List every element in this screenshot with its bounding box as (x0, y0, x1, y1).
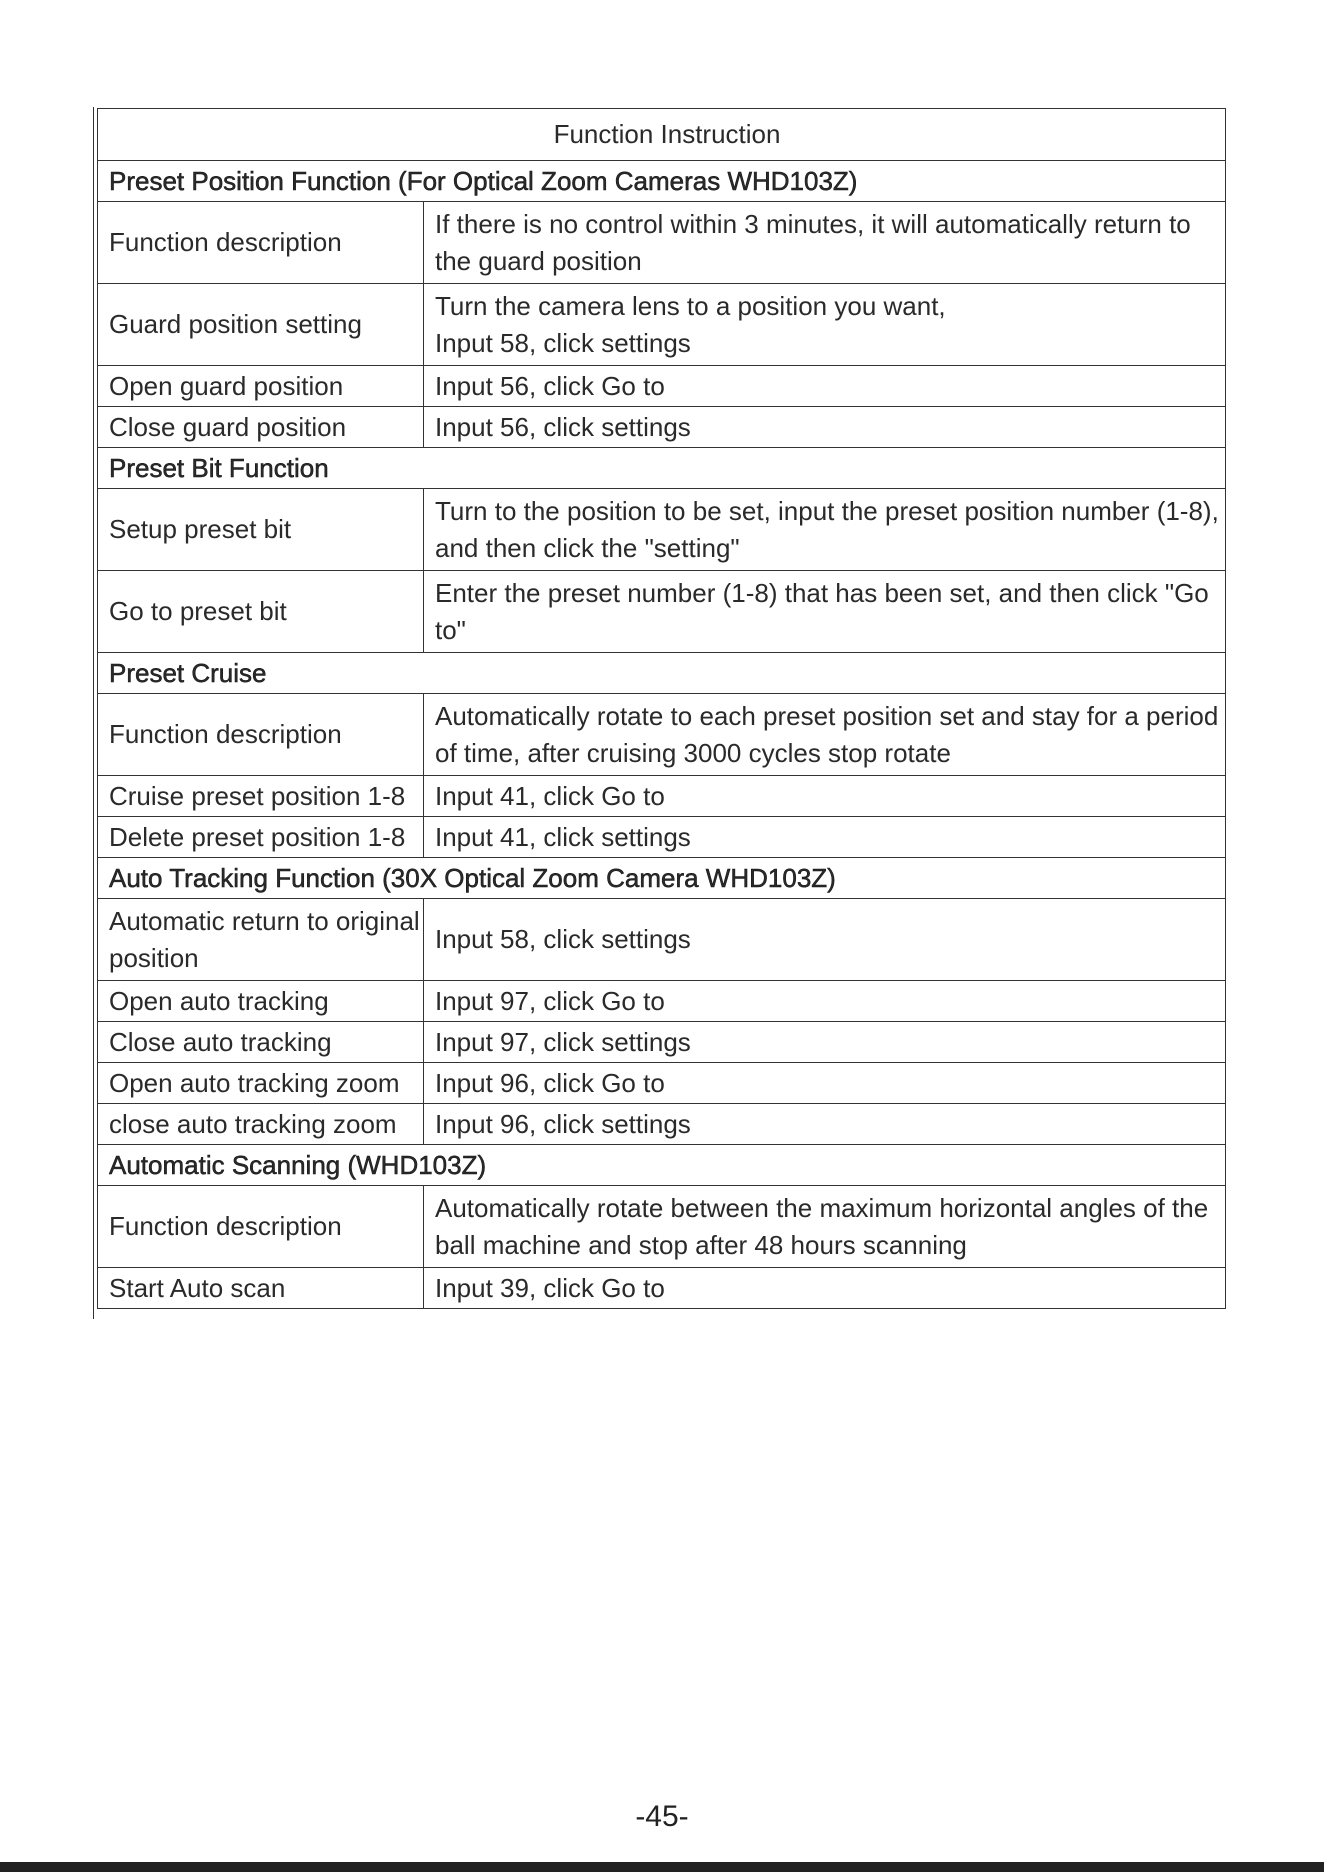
function-name-cell: Setup preset bit (98, 489, 424, 571)
function-instruction-cell: Input 58, click settings (424, 899, 1226, 981)
function-name-cell: Function description (98, 1186, 424, 1268)
function-instruction-cell: Input 97, click settings (424, 1022, 1226, 1063)
table-row (98, 202, 1226, 284)
bottom-scan-edge (0, 1862, 1324, 1872)
function-instruction-table (97, 108, 1226, 1309)
table-row (98, 1063, 1226, 1104)
function-instruction-cell: Automatically rotate to each preset position set and stay for a period of time, after cruising 3000 cycles stop rotate (424, 694, 1226, 776)
table-row (98, 899, 1226, 981)
function-instruction-cell: Input 96, click settings (424, 1104, 1226, 1145)
function-instruction-cell: Input 56, click settings (424, 407, 1226, 448)
table-row (98, 981, 1226, 1022)
table-row (98, 366, 1226, 407)
section-heading: Preset Bit Function (98, 448, 1226, 489)
function-instruction-cell: Input 41, click Go to (424, 776, 1226, 817)
function-instruction-cell: Turn the camera lens to a position you want, Input 58, click settings (424, 284, 1226, 366)
page-number: -45- (635, 1800, 689, 1833)
section-heading-row (98, 858, 1226, 899)
function-name-cell: Start Auto scan (98, 1268, 424, 1309)
section-heading: Auto Tracking Function (30X Optical Zoom Camera WHD103Z) (98, 858, 1226, 899)
table-row (98, 1104, 1226, 1145)
table-row (98, 1268, 1226, 1309)
section-heading-row (98, 1145, 1226, 1186)
section-heading: Preset Position Function (For Optical Zoom Cameras WHD103Z) (98, 161, 1226, 202)
section-heading: Automatic Scanning (WHD103Z) (98, 1145, 1226, 1186)
function-name-cell: Function description (98, 202, 424, 284)
function-instruction-cell: Input 97, click Go to (424, 981, 1226, 1022)
table-row (98, 407, 1226, 448)
function-name-cell: Function description (98, 694, 424, 776)
function-name-cell: Close guard position (98, 407, 424, 448)
function-name-cell: Guard position setting (98, 284, 424, 366)
function-instruction-cell: Turn to the position to be set, input the preset position number (1-8), and then click the "setting" (424, 489, 1226, 571)
table-row (98, 817, 1226, 858)
table-row (98, 489, 1226, 571)
function-name-cell: Delete preset position 1-8 (98, 817, 424, 858)
function-name-cell: Go to preset bit (98, 571, 424, 653)
table-body (98, 109, 1226, 1309)
section-heading-row (98, 448, 1226, 489)
section-heading-row (98, 653, 1226, 694)
function-instruction-cell: Enter the preset number (1-8) that has been set, and then click "Go to" (424, 571, 1226, 653)
table-row (98, 571, 1226, 653)
page-edge-line (93, 107, 94, 1319)
table-row (98, 694, 1226, 776)
function-name-cell: Cruise preset position 1-8 (98, 776, 424, 817)
table-title: Function Instruction (98, 109, 1226, 161)
table-row (98, 284, 1226, 366)
function-instruction-cell: Input 56, click Go to (424, 366, 1226, 407)
function-instruction-cell: Input 96, click Go to (424, 1063, 1226, 1104)
table-row (98, 776, 1226, 817)
function-name-cell: Close auto tracking (98, 1022, 424, 1063)
function-instruction-cell: Automatically rotate between the maximum horizontal angles of the ball machine and stop after 48 hours scanning (424, 1186, 1226, 1268)
function-instruction-cell: Input 39, click Go to (424, 1268, 1226, 1309)
table-title-row (98, 109, 1226, 161)
function-instruction-cell: Input 41, click settings (424, 817, 1226, 858)
function-name-cell: Open auto tracking zoom (98, 1063, 424, 1104)
function-name-cell: Automatic return to original position (98, 899, 424, 981)
section-heading-row (98, 161, 1226, 202)
table-row (98, 1022, 1226, 1063)
function-name-cell: close auto tracking zoom (98, 1104, 424, 1145)
function-name-cell: Open auto tracking (98, 981, 424, 1022)
function-instruction-cell: If there is no control within 3 minutes, it will automatically return to the guard position (424, 202, 1226, 284)
section-heading: Preset Cruise (98, 653, 1226, 694)
table-row (98, 1186, 1226, 1268)
function-name-cell: Open guard position (98, 366, 424, 407)
